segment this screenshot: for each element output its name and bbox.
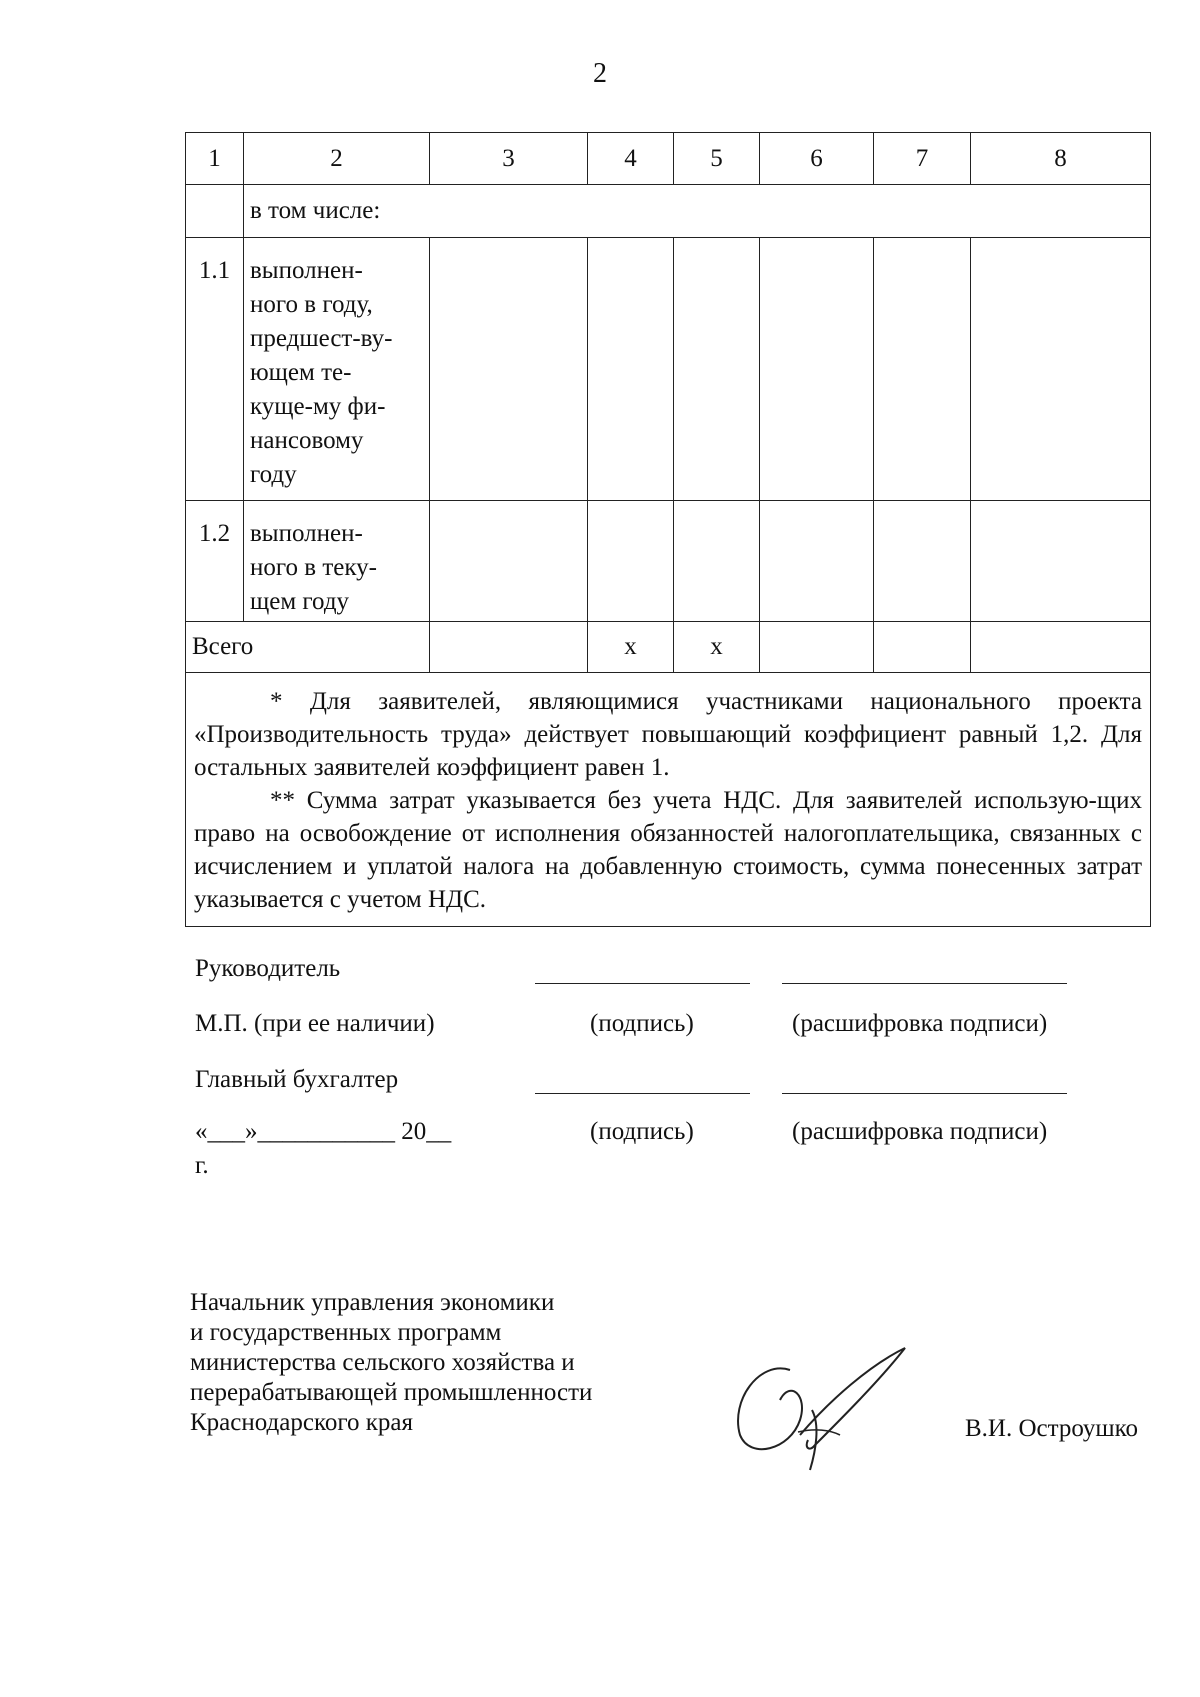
row-number: 1.1	[186, 238, 244, 501]
empty-cell	[674, 238, 760, 501]
official-name: В.И. Остроушко	[965, 1415, 1139, 1442]
table-header-row	[186, 133, 1151, 185]
handwritten-signature-icon	[720, 1340, 920, 1475]
table-row	[186, 501, 1151, 622]
year-suffix: г.	[195, 1152, 209, 1179]
empty-cell	[430, 501, 588, 622]
header-cell: 6	[760, 133, 874, 185]
table-subheading-row	[186, 185, 1151, 238]
total-label: Всего	[186, 622, 430, 673]
accountant-label: Главный бухгалтер	[195, 1066, 399, 1093]
row-number: 1.2	[186, 501, 244, 622]
total-col4-mark: х	[588, 622, 674, 673]
note-coefficient: * Для заявителей, являющимися участниками национального проекта «Производительность труда» действует повышающий коэффициент равный 1,2. Для остальных заявителей коэффициент равен 1.	[194, 688, 1142, 781]
head-signature-line	[535, 983, 750, 984]
empty-cell	[430, 238, 588, 501]
table-row	[186, 238, 1151, 501]
empty-cell	[186, 185, 244, 238]
notes-row	[186, 673, 1151, 927]
empty-cell	[971, 622, 1151, 673]
empty-cell	[760, 622, 874, 673]
cost-table	[185, 132, 1151, 927]
accountant-decode-line	[782, 1093, 1067, 1094]
header-cell: 2	[244, 133, 430, 185]
empty-cell	[874, 622, 971, 673]
header-cell: 1	[186, 133, 244, 185]
header-cell: 7	[874, 133, 971, 185]
notes-cell	[186, 673, 1151, 927]
note-vat: ** Сумма затрат указывается без учета НДС. Для заявителей использую-щих право на освобождение от исполнения обязанностей налогоплательщика, связанных с исчислением и уплатой налога на добавленную стоимость, сумма понесенных затрат указывается с учетом НДС.	[194, 787, 1142, 913]
signature-hint: (подпись)	[590, 1118, 694, 1145]
stamp-label: М.П. (при ее наличии)	[195, 1010, 435, 1037]
head-decode-line	[782, 983, 1067, 984]
decode-hint: (расшифровка подписи)	[792, 1118, 1048, 1145]
empty-cell	[971, 501, 1151, 622]
empty-cell	[588, 501, 674, 622]
date-line: «___»___________ 20__	[195, 1118, 452, 1145]
empty-cell	[971, 238, 1151, 501]
total-col5-mark: х	[674, 622, 760, 673]
page-number: 2	[593, 58, 607, 89]
accountant-signature-line	[535, 1093, 750, 1094]
empty-cell	[430, 622, 588, 673]
header-cell: 8	[971, 133, 1151, 185]
official-title: Начальник управления экономики и государственных программ министерства сельского хозяйства и перерабатывающей промышленности Краснодарского края	[190, 1289, 593, 1436]
empty-cell	[874, 501, 971, 622]
row-description: выполнен- ного в году, предшест-ву- ющем те- куще-му фи- нансовому году	[244, 238, 430, 501]
empty-cell	[760, 501, 874, 622]
empty-cell	[874, 238, 971, 501]
row-description: выполнен- ного в теку- щем году	[244, 501, 430, 622]
decode-hint: (расшифровка подписи)	[792, 1010, 1048, 1037]
subheading-cell: в том числе:	[244, 185, 1151, 238]
header-cell: 4	[588, 133, 674, 185]
signature-hint: (подпись)	[590, 1010, 694, 1037]
empty-cell	[760, 238, 874, 501]
empty-cell	[588, 238, 674, 501]
header-cell: 3	[430, 133, 588, 185]
head-label: Руководитель	[195, 955, 341, 982]
header-cell: 5	[674, 133, 760, 185]
total-row	[186, 622, 1151, 673]
empty-cell	[674, 501, 760, 622]
